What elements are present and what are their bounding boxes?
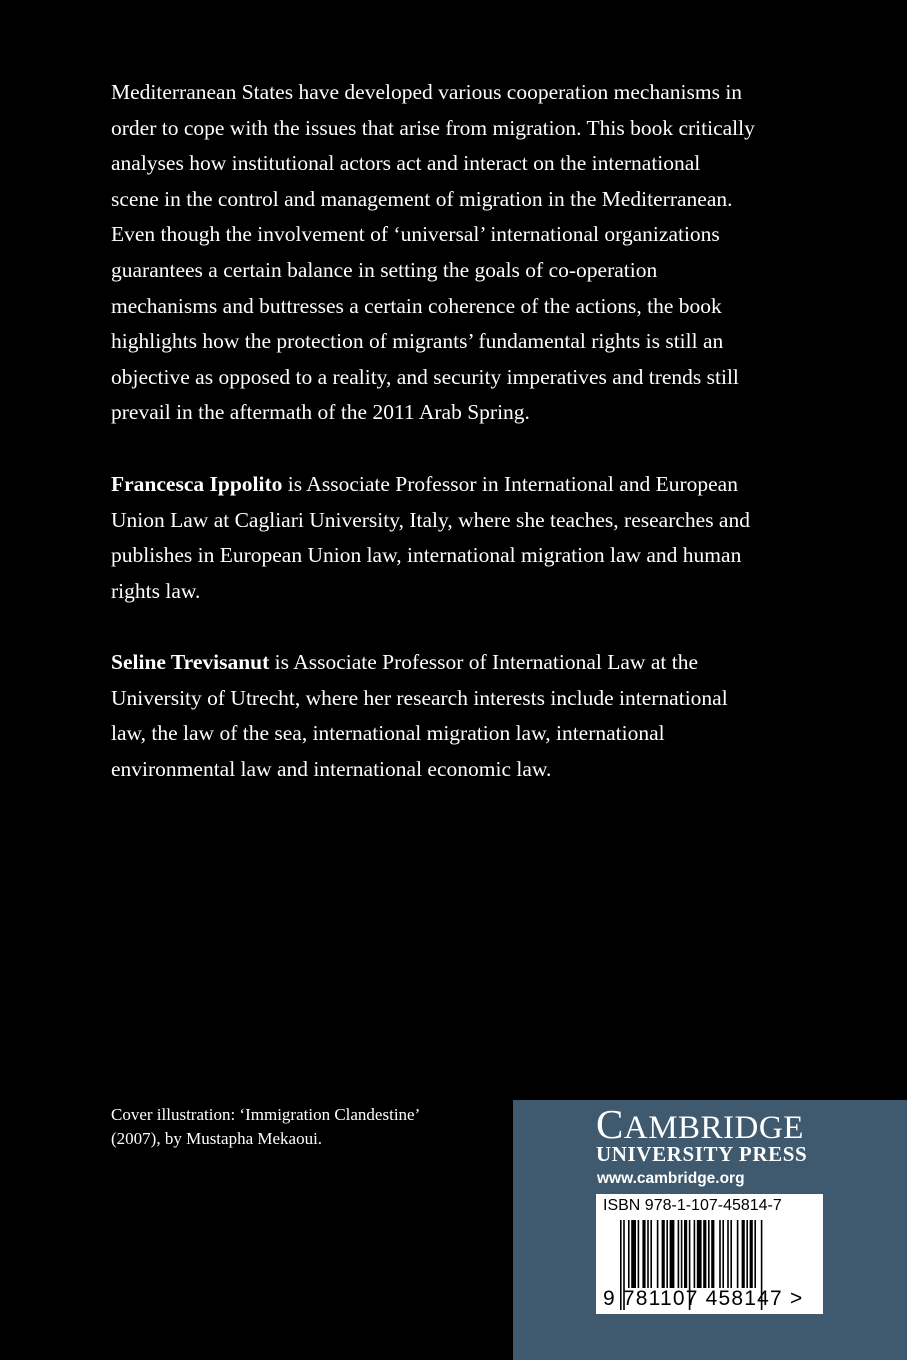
bio-line: law, the law of the sea, international migration law, international bbox=[111, 721, 665, 746]
barcode-bar bbox=[670, 1220, 675, 1288]
bio-line: is Associate Professor of International Law at the bbox=[269, 650, 698, 674]
credit-line: (2007), by Mustapha Mekaoui. bbox=[111, 1129, 323, 1148]
barcode-bar bbox=[703, 1220, 706, 1288]
blurb-line: guarantees a certain balance in setting the goals of co-operation bbox=[111, 257, 658, 282]
author-bio-ippolito bbox=[111, 467, 750, 609]
barcode-bar bbox=[711, 1220, 714, 1288]
bio-line: rights law. bbox=[111, 578, 201, 603]
bio-line: environmental law and international economic law. bbox=[111, 756, 552, 781]
blurb-line: prevail in the aftermath of the 2011 Arab Spring. bbox=[111, 400, 530, 425]
bio-line: publishes in European Union law, international migration law and human bbox=[111, 543, 742, 568]
blurb-line: mechanisms and buttresses a certain coherence of the actions, the book bbox=[111, 293, 722, 318]
barcode-bar bbox=[708, 1220, 710, 1288]
ean-digits: 9 781107 458147 > bbox=[603, 1287, 804, 1310]
blurb-line: Even though the involvement of ‘universal’ international organizations bbox=[111, 222, 720, 247]
bio-line: Union Law at Cagliari University, Italy, where she teaches, researches and bbox=[111, 507, 750, 532]
barcode-bar bbox=[727, 1220, 729, 1288]
blurb-line: scene in the control and management of migration in the Mediterranean. bbox=[111, 186, 733, 211]
book-blurb bbox=[111, 75, 755, 431]
author-name: Seline Trevisanut bbox=[111, 650, 270, 674]
barcode-bar bbox=[750, 1220, 753, 1288]
barcode-bar bbox=[681, 1220, 683, 1288]
isbn-text: ISBN 978-1-107-45814-7 bbox=[603, 1197, 782, 1214]
barcode-bar bbox=[722, 1220, 724, 1288]
barcode-bar bbox=[631, 1220, 636, 1288]
publisher-url: www.cambridge.org bbox=[597, 1170, 745, 1187]
blurb-line: Mediterranean States have developed various cooperation mechanisms in bbox=[111, 80, 743, 104]
barcode-bar bbox=[742, 1220, 745, 1288]
author-bio-trevisanut bbox=[111, 645, 728, 787]
barcode-bar bbox=[697, 1220, 702, 1288]
credit-line: Cover illustration: ‘Immigration Clandestine’ bbox=[111, 1105, 421, 1124]
barcode-bar bbox=[647, 1220, 649, 1288]
barcode-bar bbox=[650, 1220, 652, 1288]
barcode-bar bbox=[684, 1220, 687, 1288]
publisher-block bbox=[513, 1100, 907, 1360]
barcode-bar bbox=[730, 1220, 732, 1288]
barcode-bar bbox=[746, 1220, 748, 1288]
blurb-line: highlights how the protection of migrants’ fundamental rights is still an bbox=[111, 329, 724, 354]
blurb-line: analyses how institutional actors act and interact on the international bbox=[111, 151, 701, 176]
barcode-bar bbox=[638, 1220, 640, 1288]
bio-line: University of Utrecht, where her research interests include international bbox=[111, 685, 728, 710]
publisher-subtitle: UNIVERSITY PRESS bbox=[596, 1142, 808, 1166]
isbn-barcode bbox=[596, 1194, 823, 1314]
bio-line: is Associate Professor in International and European bbox=[282, 472, 738, 496]
author-name: Francesca Ippolito bbox=[111, 472, 283, 496]
blurb-line: order to cope with the issues that arise from migration. This book critically bbox=[111, 115, 755, 140]
barcode-bar bbox=[628, 1220, 630, 1288]
barcode-bar bbox=[694, 1220, 696, 1288]
publisher-logo: CAMBRIDGE bbox=[596, 1101, 804, 1147]
barcode-bar bbox=[657, 1220, 659, 1288]
barcode-bar bbox=[642, 1220, 645, 1288]
barcode-bar bbox=[719, 1220, 721, 1288]
barcode-bar bbox=[666, 1220, 668, 1288]
barcode-bar bbox=[662, 1220, 665, 1288]
blurb-line: objective as opposed to a reality, and security imperatives and trends still bbox=[111, 364, 739, 389]
barcode-bar bbox=[754, 1220, 756, 1288]
cover-illustration-credit bbox=[111, 1103, 420, 1151]
barcode-bar bbox=[678, 1220, 680, 1288]
barcode-bar bbox=[737, 1220, 739, 1288]
